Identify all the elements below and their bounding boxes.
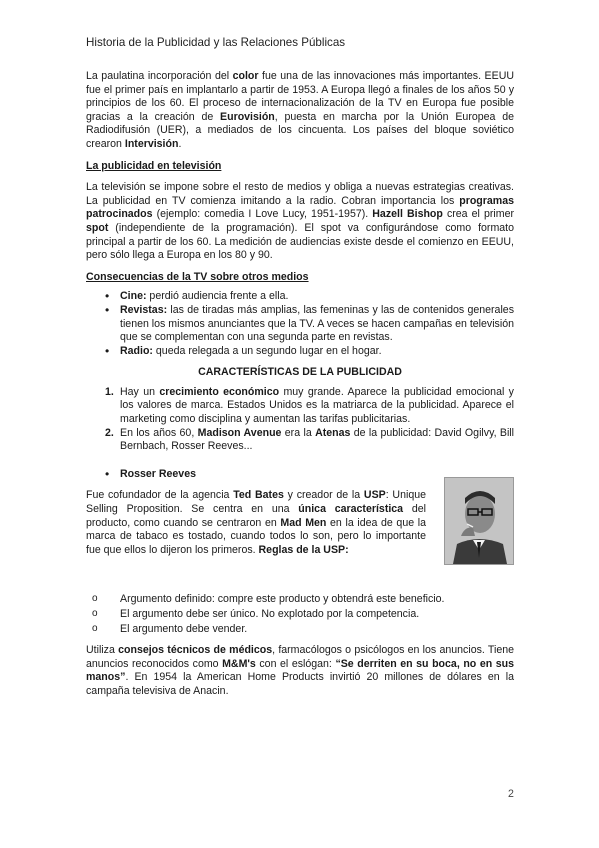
bold-text: “Se derriten en su boca, no en sus manos” [86, 657, 514, 684]
text: La televisión se impone sobre el resto de medios y obliga a nuevas estrategias creativas. La publicidad en TV comienza imitando a la radio. Cobran importancia los [86, 181, 514, 207]
list-item: o El argumento debe vender. [86, 623, 514, 637]
bold-text: USP [363, 489, 386, 502]
text: Hay un [120, 385, 160, 398]
bold-text: crecimiento económico [159, 385, 280, 398]
text: en la idea de que la marca de tabaco es tostado, cuando todos lo son, pero lo importante fue que ellos lo dijeron los primeros. [86, 516, 426, 556]
text: (ejemplo: comedia I Love Lucy, 1951-1957). [152, 208, 373, 221]
text: Fue cofundador de la agencia [86, 489, 234, 502]
text: : Unique Selling Proposition. Se centra en una [86, 489, 426, 516]
paragraph-color [86, 70, 514, 152]
bold-text: Mad Men [280, 516, 327, 529]
list-item [86, 386, 514, 427]
text: con el eslógan: [255, 657, 336, 670]
bold-text: spot [86, 221, 109, 234]
text: , puesta en marcha por la Unión Europea de Radiodifusión (UER), a mediados de los cincuenta. Los países del bloque soviético crearon [86, 110, 514, 150]
text: . [178, 137, 182, 150]
bold-text: única característica [298, 503, 404, 516]
paragraph-rosser-reeves [86, 489, 426, 557]
bold-text: Rosser Reeves [120, 467, 196, 480]
page-number: 2 [508, 788, 514, 800]
text: muy grande. Aparece la publicidad emocional y los valores de marca. Estados Unidos es la matriarca de la publicidad. Aparece el marketing como disciplina y aumentan las tarifas publicitarias. [120, 385, 514, 426]
bold-text: Intervisión [124, 137, 179, 150]
text: (independiente de la programación). El spot va configurándose como formato principal a partir de los 60. La medición de audiencias existe desde el comienzo en EEUU, pero sólo llega a Europa en los 80 y 90. [86, 221, 514, 262]
text: del producto, como cuando se centraron en [86, 503, 426, 529]
bold-text: Atenas [315, 426, 351, 439]
list-number: 1. [105, 385, 114, 398]
bold-text: Cine: [120, 290, 147, 303]
numbered-list [86, 386, 514, 454]
text: era la [281, 426, 316, 439]
section-heading-tv-advertising: La publicidad en televisión [86, 159, 222, 172]
text: En los años 60, [120, 426, 198, 439]
list-item: o El argumento debe ser único. No explotado por la competencia. [86, 608, 514, 622]
text: La paulatina incorporación del [86, 70, 233, 82]
text: , farmacólogos o psicólogos en los anuncios. Tiene anuncios reconocidos como [86, 644, 514, 670]
usp-rules-list [86, 593, 514, 636]
bold-text: color [232, 70, 259, 82]
bold-text: Radio: [120, 344, 153, 357]
text: Utiliza [86, 644, 119, 657]
text: fue una de las innovaciones más importantes. EEUU fue el primer país en implantarlo a partir de 1953. A Europa llegó a finales de los años 50 y principios de los 60. El proceso de internacionalización de la TV en Europa fue posible gracias a la creación de [86, 70, 514, 123]
page-content [86, 70, 514, 699]
list-number: 2. [105, 426, 114, 439]
text: las de tiradas más amplias, las femeninas y las de contenidos generales tienen los mismos anunciantes que la TV. A veces se hacen campañas en televisión que se complementan con una segunda parte en revistas. [120, 303, 514, 344]
section-heading-consequences: Consecuencias de la TV sobre otros medios [86, 270, 309, 283]
list-item [86, 345, 514, 359]
text: crea el primer [442, 208, 514, 221]
paragraph-medical-advice [86, 644, 514, 698]
list-item: o Argumento definido: compre este producto y obtendrá este beneficio. [86, 593, 514, 607]
bold-text: Reglas de la USP: [258, 543, 349, 556]
bold-text: programas patrocinados [86, 194, 514, 221]
list-item [86, 427, 514, 454]
bold-text: Revistas: [120, 303, 168, 316]
page-header: Historia de la Publicidad y las Relaciones Públicas [86, 36, 346, 49]
list-item [86, 304, 514, 345]
bullet-list-media [86, 290, 514, 358]
rosser-reeves-photo [444, 477, 514, 565]
text: . En 1954 la American Home Products invirtió 20 millones de dólares en la campaña televisiva de Anacin. [86, 671, 514, 697]
paragraph-tv-advertising [86, 181, 514, 263]
text: y creador de la [283, 489, 364, 502]
bold-text: M&M's [222, 657, 256, 670]
bold-text: Madison Avenue [197, 426, 282, 439]
text: perdió audiencia frente a ella. [146, 290, 289, 303]
section-title-characteristics: CARACTERÍSTICAS DE LA PUBLICIDAD [198, 366, 402, 379]
text: queda relegada a un segundo lugar en el hogar. [152, 344, 382, 357]
bold-text: consejos técnicos de médicos [118, 644, 273, 657]
list-item [86, 290, 514, 304]
rosser-reeves-block [86, 489, 514, 589]
bold-text: Eurovisión [220, 110, 275, 123]
bold-text: Ted Bates [233, 489, 284, 502]
bold-text: Hazell Bishop [372, 208, 443, 221]
text: de la publicidad: David Ogilvy, Bill Bernbach, Rosser Reeves... [120, 426, 515, 453]
